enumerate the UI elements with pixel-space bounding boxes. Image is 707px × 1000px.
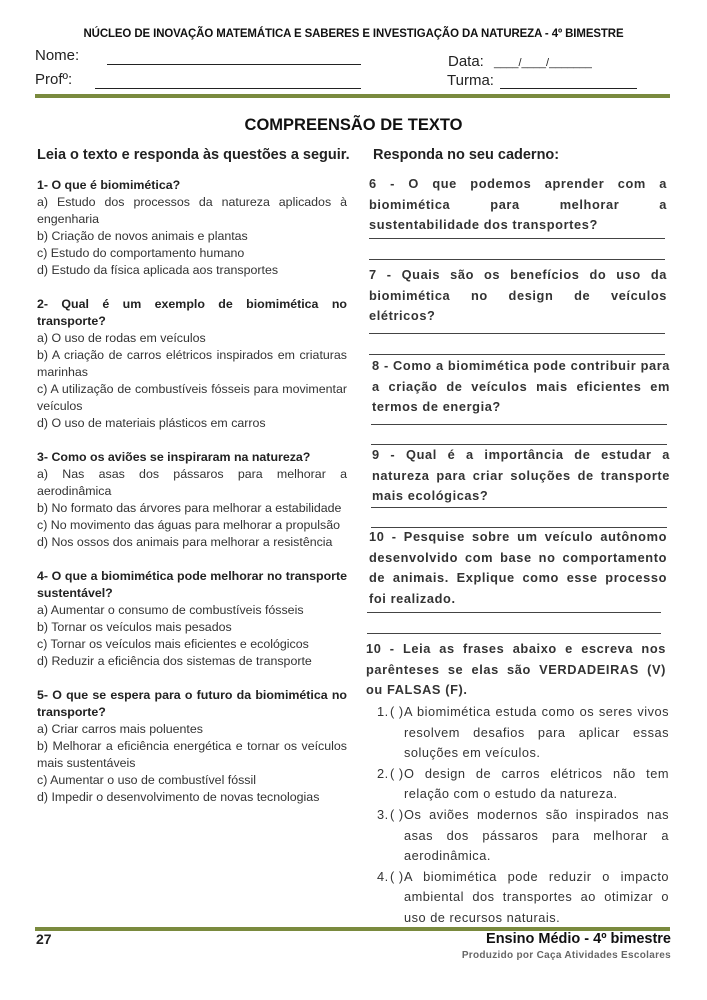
option-b[interactable]: b) A criação de carros elétricos inspirados em criaturas marinhas bbox=[37, 348, 347, 379]
multiple-choice-column bbox=[37, 177, 347, 823]
option-b[interactable]: b) No formato das árvores para melhorar a estabilidade bbox=[37, 501, 342, 515]
tf-statement: A biomimética pode reduzir o impacto ambiental dos transportes ao otimizar o uso de recursos naturais. bbox=[404, 868, 669, 925]
question-title: 5- O que se espera para o futuro da biomimética no transporte? bbox=[37, 688, 347, 719]
question-8: 8 - Como a biomimética pode contribuir para a criação de veículos mais eficientes em termos de energia? bbox=[372, 358, 670, 414]
tf-statement: Os aviões modernos são inspirados nas asas dos pássaros para melhorar a aerodinâmica. bbox=[404, 806, 669, 864]
question-9: 9 - Qual é a importância de estudar a natureza para criar soluções de transporte mais ecológicas? bbox=[372, 447, 670, 503]
tf-number: 1. bbox=[377, 704, 389, 719]
tf-item-2 bbox=[377, 764, 669, 805]
answer-line[interactable] bbox=[371, 507, 667, 508]
true-false-list bbox=[377, 702, 669, 929]
credit-text: Produzido por Caça Atividades Escolares bbox=[461, 950, 671, 961]
answer-line[interactable] bbox=[369, 259, 665, 260]
page-title: COMPREENSÃO DE TEXTO bbox=[244, 116, 463, 134]
option-b[interactable]: b) Melhorar a eficiência energética e tornar os veículos mais sustentáveis bbox=[37, 739, 347, 770]
tf-item-3 bbox=[377, 805, 669, 867]
option-c[interactable]: c) Estudo do comportamento humano bbox=[37, 246, 245, 260]
question-2 bbox=[37, 296, 347, 432]
tf-answer-blank[interactable]: ( ) bbox=[390, 806, 404, 822]
answer-line[interactable] bbox=[367, 633, 661, 634]
answer-line[interactable] bbox=[369, 333, 665, 334]
question-title: 4- O que a biomimética pode melhorar no transporte sustentável? bbox=[37, 569, 347, 600]
option-b[interactable]: b) Criação de novos animais e plantas bbox=[37, 229, 248, 243]
question-10-research: 10 - Pesquise sobre um veículo autônomo desenvolvido com base no comportamento de animais. Explique como esse processo foi realizado. bbox=[369, 529, 667, 606]
data-blank[interactable]: ____/____/_______ bbox=[494, 57, 592, 69]
tf-number: 2. bbox=[377, 765, 389, 781]
option-c[interactable]: c) Aumentar o uso de combustível fóssil bbox=[37, 773, 257, 787]
answer-line[interactable] bbox=[367, 612, 661, 613]
prof-field[interactable] bbox=[35, 71, 72, 88]
option-c[interactable]: c) No movimento das águas para melhorar a propulsão bbox=[37, 518, 341, 532]
instruction-left: Leia o texto e responda às questões a seguir. bbox=[37, 147, 350, 163]
question-title: 2- Qual é um exemplo de biomimética no transporte? bbox=[37, 297, 347, 328]
option-c[interactable]: c) A utilização de combustíveis fósseis para movimentar veículos bbox=[37, 382, 347, 413]
turma-label: Turma: bbox=[447, 72, 494, 89]
option-b[interactable]: b) Tornar os veículos mais pesados bbox=[37, 620, 232, 634]
tf-answer-blank[interactable]: ( ) bbox=[390, 868, 404, 884]
tf-statement: A biomimética estuda como os seres vivos resolvem desafios para aplicar essas soluções em veículos. bbox=[404, 704, 669, 761]
question-6: 6 - O que podemos aprender com a biomimética para melhorar a sustentabilidade dos transportes? bbox=[369, 176, 667, 232]
answer-line[interactable] bbox=[371, 424, 667, 425]
option-a[interactable]: a) Aumentar o consumo de combustíveis fósseis bbox=[37, 603, 304, 617]
option-a[interactable]: a) Criar carros mais poluentes bbox=[37, 722, 203, 736]
question-3 bbox=[37, 449, 347, 551]
option-a[interactable]: a) Estudo dos processos da natureza aplicados à engenharia bbox=[37, 195, 347, 226]
nome-line[interactable] bbox=[107, 64, 361, 65]
tf-answer-blank[interactable]: ( ) bbox=[390, 704, 404, 719]
option-c[interactable]: c) Tornar os veículos mais eficientes e ecológicos bbox=[37, 637, 309, 651]
option-d[interactable]: d) Reduzir a eficiência dos sistemas de transporte bbox=[37, 654, 312, 668]
tf-item-4 bbox=[377, 867, 669, 929]
education-level: Ensino Médio - 4º bimestre bbox=[486, 931, 671, 947]
page-number: 27 bbox=[36, 931, 52, 947]
prof-label: Profº: bbox=[35, 71, 73, 88]
tf-statement: O design de carros elétricos não tem relação com o estudo da natureza. bbox=[404, 765, 669, 802]
turma-line[interactable] bbox=[500, 88, 637, 89]
tf-number: 3. bbox=[377, 806, 389, 822]
question-5 bbox=[37, 687, 347, 806]
question-title: 3- Como os aviões se inspiraram na natureza? bbox=[37, 450, 311, 464]
question-4 bbox=[37, 568, 347, 670]
document-header-title: NÚCLEO DE INOVAÇÃO MATEMÁTICA E SABERES E INVESTIGAÇÃO DA NATUREZA - 4º BIMESTRE bbox=[83, 26, 624, 40]
turma-field[interactable] bbox=[447, 72, 494, 89]
data-field[interactable] bbox=[448, 53, 592, 70]
option-d[interactable]: d) Nos ossos dos animais para melhorar a resistência bbox=[37, 535, 333, 549]
prof-line[interactable] bbox=[95, 88, 361, 89]
nome-field[interactable] bbox=[35, 47, 79, 64]
tf-answer-blank[interactable]: ( ) bbox=[390, 765, 404, 781]
question-10-true-false: 10 - Leia as frases abaixo e escreva nos parênteses se elas são VERDADEIRAS (V) ou FALSAS (F). bbox=[366, 641, 666, 697]
option-a[interactable]: a) O uso de rodas em veículos bbox=[37, 331, 206, 345]
option-d[interactable]: d) Impedir o desenvolvimento de novas tecnologias bbox=[37, 790, 320, 804]
nome-label: Nome: bbox=[35, 47, 80, 64]
tf-number: 4. bbox=[377, 868, 389, 884]
question-title: 1- O que é biomimética? bbox=[37, 178, 181, 192]
data-label: Data: bbox=[448, 53, 484, 70]
option-a[interactable]: a) Nas asas dos pássaros para melhorar a aerodinâmica bbox=[37, 467, 347, 498]
question-7: 7 - Quais são os benefícios do uso da biomimética no design de veículos elétricos? bbox=[369, 267, 667, 323]
tf-item-1 bbox=[377, 702, 669, 764]
instruction-right: Responda no seu caderno: bbox=[373, 147, 560, 163]
answer-line[interactable] bbox=[369, 238, 665, 239]
answer-line[interactable] bbox=[369, 354, 665, 355]
header-divider bbox=[35, 94, 670, 98]
option-d[interactable]: d) O uso de materiais plásticos em carros bbox=[37, 416, 266, 430]
question-1 bbox=[37, 177, 347, 279]
option-d[interactable]: d) Estudo da física aplicada aos transportes bbox=[37, 263, 279, 277]
